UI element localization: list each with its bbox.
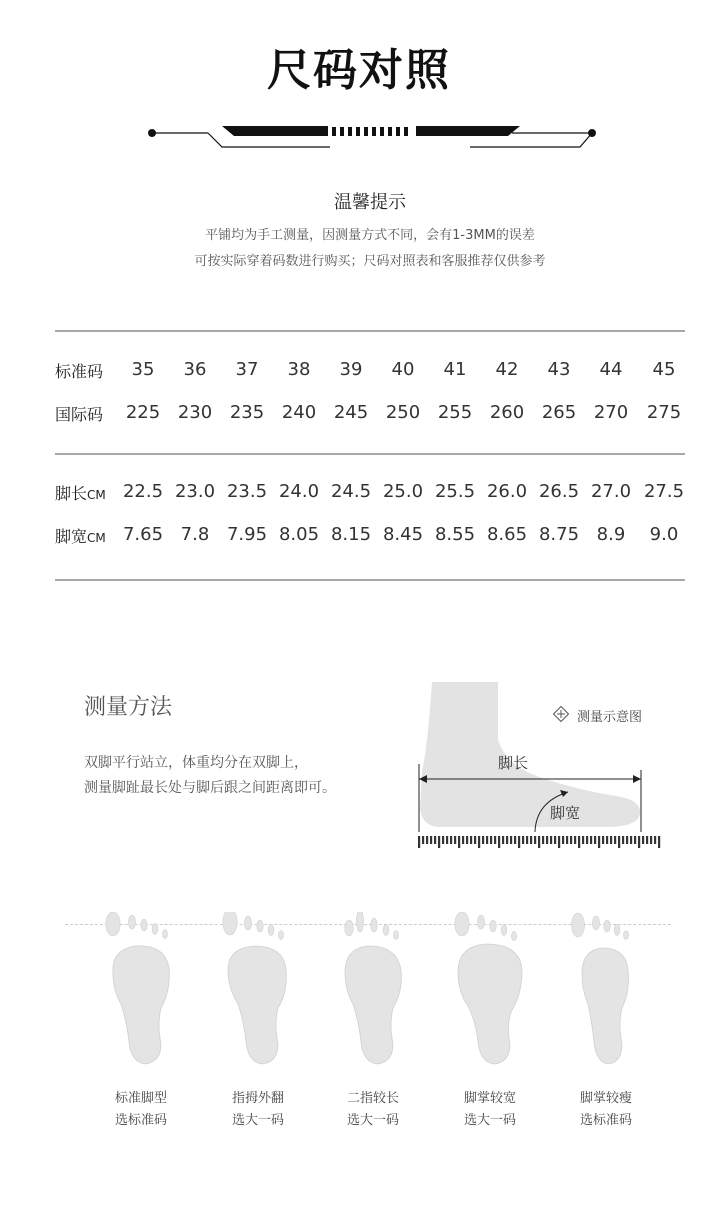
table-cell: 230 — [177, 402, 213, 423]
table-cell: 41 — [443, 359, 467, 380]
foot-type-name: 标准脚型 — [114, 1091, 167, 1106]
row-label-text: 国际码 — [55, 405, 104, 424]
table-divider-bottom — [55, 579, 685, 581]
table-cell: 245 — [333, 402, 369, 423]
row-label-unit: CM — [87, 488, 106, 502]
foot-type-advice: 选大一码 — [346, 1113, 399, 1128]
foot-type-name: 脚掌较瘦 — [579, 1091, 632, 1106]
row-label — [55, 481, 106, 504]
table-cell: 45 — [652, 359, 676, 380]
page-title: 尺码对照 — [267, 45, 451, 96]
foot-type-advice: 选标准码 — [114, 1113, 167, 1128]
table-cell: 8.55 — [434, 524, 476, 545]
table-cell: 43 — [547, 359, 571, 380]
table-divider-middle — [55, 453, 685, 455]
table-cell: 25.0 — [382, 481, 424, 502]
table-cell: 23.0 — [174, 481, 216, 502]
table-cell: 38 — [287, 359, 311, 380]
row-label-text: 脚长 — [55, 484, 88, 503]
table-cell: 42 — [495, 359, 519, 380]
table-cell: 9.0 — [649, 524, 679, 545]
table-cell: 8.45 — [382, 524, 424, 545]
table-cell: 26.5 — [538, 481, 580, 502]
table-cell: 36 — [183, 359, 207, 380]
tips-title: 温馨提示 — [334, 192, 406, 213]
diagram-caption: 测量示意图 — [577, 710, 643, 725]
table-cell: 35 — [131, 359, 155, 380]
method-title: 测量方法 — [84, 695, 173, 720]
table-cell: 8.15 — [330, 524, 372, 545]
table-cell: 24.0 — [278, 481, 320, 502]
row-label — [55, 524, 106, 547]
table-cell: 225 — [125, 402, 161, 423]
table-cell: 7.65 — [122, 524, 164, 545]
table-cell: 265 — [541, 402, 577, 423]
method-line-1: 双脚平行站立，体重均分在双脚上， — [84, 755, 308, 771]
table-cell: 8.75 — [538, 524, 580, 545]
table-cell: 26.0 — [486, 481, 528, 502]
table-cell: 24.5 — [330, 481, 372, 502]
foot-type-advice: 选大一码 — [231, 1113, 284, 1128]
method-line-2: 测量脚趾最长处与脚后跟之间距离即可。 — [84, 780, 336, 796]
foot-type-advice: 选标准码 — [579, 1113, 632, 1128]
foot-shape-icon — [333, 912, 413, 1072]
foot-type-name: 脚掌较宽 — [463, 1091, 516, 1106]
tip-line-1: 平铺均为手工测量，因测量方式不同，会有1-3MM的误差 — [205, 228, 535, 243]
foot-shape-icon — [101, 912, 181, 1072]
table-cell: 22.5 — [122, 481, 164, 502]
table-cell: 275 — [646, 402, 682, 423]
table-cell: 44 — [599, 359, 623, 380]
tip-line-2: 可按实际穿着码数进行购买；尺码对照表和客服推荐仅供参考 — [194, 254, 546, 269]
table-cell: 7.8 — [180, 524, 210, 545]
row-label — [55, 359, 103, 382]
table-cell: 270 — [593, 402, 629, 423]
table-divider-top — [55, 330, 685, 332]
row-label-text: 标准码 — [55, 362, 104, 381]
table-cell: 7.95 — [226, 524, 268, 545]
table-cell: 23.5 — [226, 481, 268, 502]
foot-type-advice: 选大一码 — [463, 1113, 516, 1128]
table-cell: 260 — [489, 402, 525, 423]
table-cell: 255 — [437, 402, 473, 423]
ruler — [418, 836, 660, 848]
table-cell: 25.5 — [434, 481, 476, 502]
table-cell: 40 — [391, 359, 415, 380]
foot-type-name: 二指较长 — [346, 1091, 399, 1106]
table-cell: 27.5 — [643, 481, 685, 502]
foot-width-label: 脚宽 — [550, 804, 581, 822]
title-decoration — [140, 118, 600, 150]
table-cell: 37 — [235, 359, 259, 380]
row-label-unit: CM — [87, 531, 106, 545]
foot-length-label: 脚长 — [498, 754, 529, 772]
table-cell: 8.65 — [486, 524, 528, 545]
table-cell: 27.0 — [590, 481, 632, 502]
table-cell: 240 — [281, 402, 317, 423]
table-cell: 8.9 — [596, 524, 626, 545]
table-cell: 39 — [339, 359, 363, 380]
row-label — [55, 402, 103, 425]
table-cell: 250 — [385, 402, 421, 423]
table-cell: 235 — [229, 402, 265, 423]
table-cell: 8.05 — [278, 524, 320, 545]
foot-type-name: 指拇外翻 — [231, 1091, 284, 1106]
foot-shape-icon — [218, 912, 298, 1072]
foot-shape-icon — [450, 912, 530, 1072]
diagram-icon — [553, 706, 569, 722]
row-label-text: 脚宽 — [55, 527, 88, 546]
foot-shape-icon — [566, 912, 646, 1072]
